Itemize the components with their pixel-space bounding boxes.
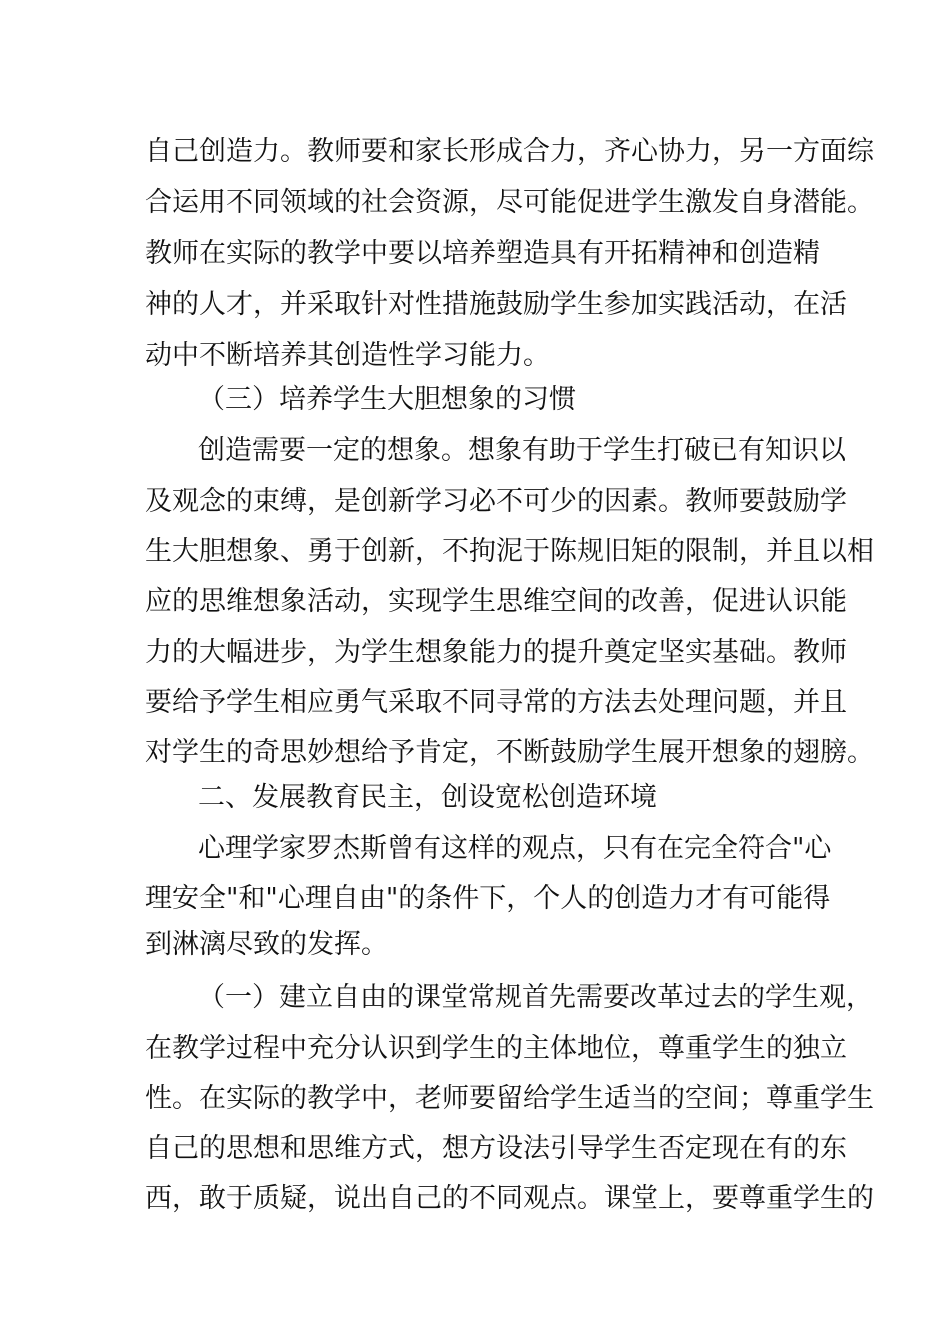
text-line: 性。在实际的教学中，老师要留给学生适当的空间；尊重学生 — [145, 1083, 874, 1114]
text-line: 动中不断培养其创造性学习能力。 — [145, 340, 550, 371]
text-line: 创造需要一定的想象。想象有助于学生打破已有知识以 — [198, 435, 846, 466]
text-line: 在教学过程中充分认识到学生的主体地位，尊重学生的独立 — [145, 1033, 847, 1064]
text-line: 及观念的束缚，是创新学习必不可少的因素。教师要鼓励学 — [145, 486, 847, 517]
text-line: 合运用不同领域的社会资源，尽可能促进学生激发自身潜能。 — [145, 187, 874, 218]
text-line: 教师在实际的教学中要以培养塑造具有开拓精神和创造精 — [145, 238, 820, 269]
section-heading: （三）培养学生大胆想象的习惯 — [198, 384, 576, 415]
text-line: 力的大幅进步，为学生想象能力的提升奠定坚实基础。教师 — [145, 637, 847, 668]
text-line: 理安全"和"心理自由"的条件下，个人的创造力才有可能得 — [145, 883, 831, 914]
text-line: 要给予学生相应勇气采取不同寻常的方法去处理问题，并且 — [145, 687, 847, 718]
text-line: 西，敢于质疑，说出自己的不同观点。课堂上，要尊重学生的 — [145, 1183, 874, 1214]
text-line: 神的人才，并采取针对性措施鼓励学生参加实践活动，在活 — [145, 289, 847, 320]
text-line: 自己创造力。教师要和家长形成合力，齐心协力，另一方面综 — [145, 136, 874, 167]
section-heading: 二、发展教育民主，创设宽松创造环境 — [198, 782, 657, 813]
text-line: 生大胆想象、勇于创新，不拘泥于陈规旧矩的限制，并且以相 — [145, 536, 874, 567]
text-line: 自己的思想和思维方式，想方设法引导学生否定现在有的东 — [145, 1133, 847, 1164]
text-line: 应的思维想象活动，实现学生思维空间的改善，促进认识能 — [145, 586, 847, 617]
text-line: 到淋漓尽致的发挥。 — [145, 929, 388, 960]
section-heading: （一）建立自由的课堂常规首先需要改革过去的学生观， — [198, 982, 873, 1013]
text-line: 对学生的奇思妙想给予肯定，不断鼓励学生展开想象的翅膀。 — [145, 737, 874, 768]
text-line: 心理学家罗杰斯曾有这样的观点，只有在完全符合"心 — [198, 833, 832, 864]
